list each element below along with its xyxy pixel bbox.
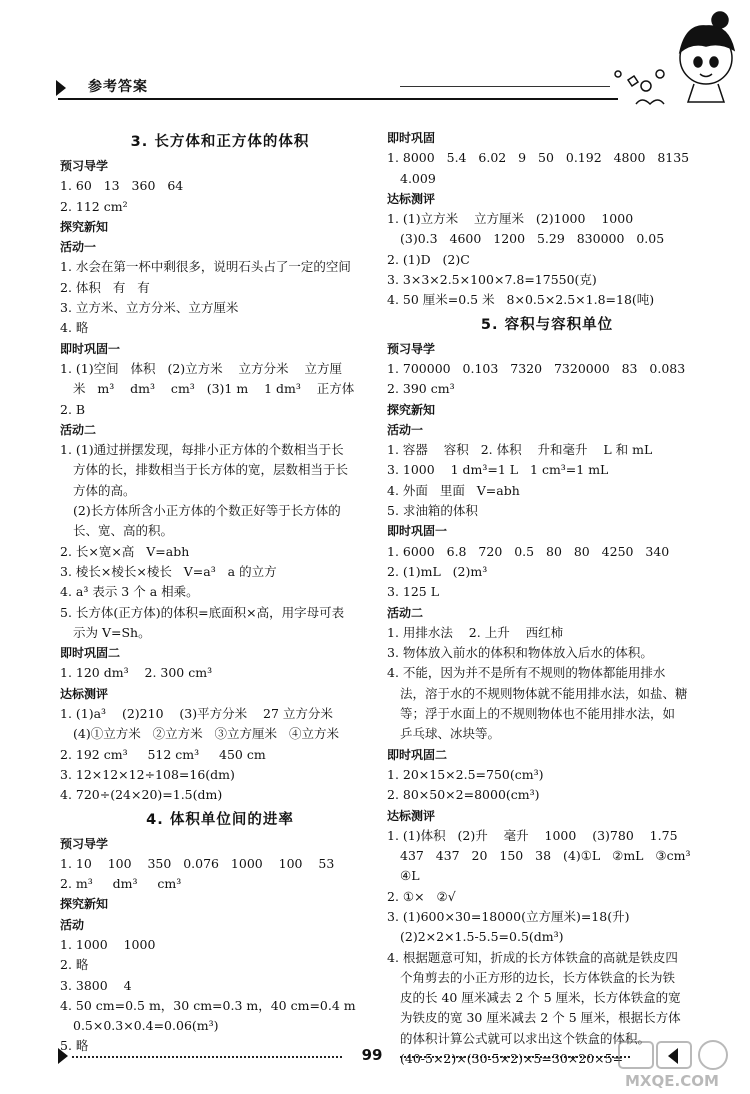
answer-line: 1. (1)a³ (2)210 (3)平方分米 27 立方分米 — [60, 706, 333, 722]
answer-line: 4. 略 — [60, 320, 89, 336]
answer-line: 5. 长方体(正方体)的体积=底面积×高，用字母可表 — [60, 604, 345, 620]
answer-line: 2. B — [60, 401, 86, 417]
answer-line: 5. 求油箱的体积 — [387, 503, 478, 519]
header-arrow-icon — [56, 80, 66, 96]
answer-line: 2. ①× ②√ — [387, 888, 456, 904]
answer-line: 1. 8000 5.4 6.02 9 50 0.192 4800 8135 — [387, 150, 690, 166]
subsection-heading: 即时巩固 — [387, 131, 436, 145]
right-answer-column — [387, 128, 707, 1069]
subsection-heading: 预习导学 — [60, 836, 109, 851]
subsection-heading: 达标测评 — [60, 686, 109, 701]
answer-line: 1. 10 100 350 0.076 1000 100 53 — [60, 855, 335, 871]
answer-line: 3. 物体放入前水的体积和物体放入后水的体积。 — [387, 645, 653, 661]
answer-line: 4. 根据题意可知，折成的长方体铁盒的高就是铁皮四 — [387, 949, 678, 965]
answer-line: 长、宽、高的积。 — [73, 523, 174, 539]
svg-text:MXQE.COM: MXQE.COM — [625, 1072, 719, 1090]
answer-line: 3. 3800 4 — [60, 977, 132, 993]
answer-line: 1. (1)通过拼摆发现，每排小正方体的个数相当于长 — [60, 442, 344, 458]
header-title: 参考答案 — [88, 79, 148, 95]
answer-line: (2)长方体所含小正方体的个数正好等于长方体的 — [73, 503, 341, 519]
section-title: 5. 容积与容积单位 — [480, 316, 614, 333]
answer-line: 3. 3×3×2.5×100×7.8=17550(克) — [387, 272, 597, 288]
answer-line: 4. 720÷(24×20)=1.5(dm) — [60, 787, 223, 803]
answer-line: 0.5×0.3×0.4=0.06(m³) — [73, 1018, 219, 1034]
answer-line: (2)2×2×1.5-5.5=0.5(dm³) — [400, 929, 564, 945]
answer-line: (3)0.3 4600 1200 5.29 830000 0.05 — [400, 231, 665, 247]
subsection-heading: 活动一 — [387, 422, 424, 437]
answer-line: 4. 外面 里面 V=abh — [387, 482, 520, 498]
answer-line: 法，溶于水的不规则物体就不能用排水法，如盐、糖 — [400, 685, 688, 701]
answer-line: 皮的长 40 厘米减去 2 个 5 厘米，长方体铁盒的宽 — [400, 990, 681, 1006]
answer-line: 437 437 20 150 38 (4)①L ②mL ③cm³ — [400, 848, 691, 864]
answer-line: (4)①立方米 ②立方米 ③立方厘米 ④立方米 — [73, 726, 339, 742]
answer-line: 3. 棱长×棱长×棱长 V=a³ a 的立方 — [60, 563, 277, 579]
answer-line: 1. (1)体积 (2)升 毫升 1000 (3)780 1.75 — [387, 827, 678, 843]
answer-line: 4. 50 cm=0.5 m，30 cm=0.3 m，40 cm=0.4 m — [60, 997, 356, 1013]
answer-line: 2. 长×宽×高 V=abh — [60, 543, 190, 559]
answer-line: 为铁皮的宽 30 厘米减去 2 个 5 厘米，根据长方体 — [400, 1010, 681, 1026]
answer-line: 1. 120 dm³ 2. 300 cm³ — [60, 665, 213, 681]
answer-line: 2. 112 cm² — [60, 198, 128, 214]
answer-line: 1. 1000 1000 — [60, 936, 156, 952]
subsection-heading: 即时巩固二 — [387, 747, 448, 762]
answer-line: 1. (1)立方米 立方厘米 (2)1000 1000 — [387, 211, 634, 227]
page-number: 99 — [361, 1046, 383, 1064]
answer-line: 米 m³ dm³ cm³ (3)1 m 1 dm³ 正方体 — [73, 381, 355, 397]
answer-line: (40-5×2)×(30-5×2)×5=30×20×5= — [400, 1051, 624, 1067]
answer-line: 4.009 — [400, 170, 436, 186]
answer-line: 乒乓球、冰块等。 — [400, 726, 501, 742]
subsection-heading: 探究新知 — [60, 219, 109, 234]
answer-line: 1. 6000 6.8 720 0.5 80 80 4250 340 — [387, 543, 670, 559]
subsection-heading: 活动二 — [60, 422, 97, 437]
page-footer — [0, 1028, 750, 1094]
subsection-heading: 预习导学 — [387, 341, 436, 356]
header-thin-rule — [400, 86, 610, 87]
answer-line: 2. 体积 有 有 — [60, 279, 150, 295]
answer-line: 方体的长，排数相当于长方体的宽，层数相当于长 — [73, 462, 349, 478]
subsection-heading: 探究新知 — [387, 402, 436, 417]
answer-line: 2. (1)D (2)C — [387, 251, 470, 267]
answer-line: 2. (1)mL (2)m³ — [387, 563, 488, 579]
answer-line: 2. 390 cm³ — [387, 381, 455, 397]
subsection-heading: 探究新知 — [60, 897, 109, 912]
subsection-heading: 即时巩固二 — [60, 646, 121, 661]
answer-line: 3. 立方米、立方分米、立方厘米 — [60, 300, 239, 316]
footer-left-arrow-icon — [58, 1048, 68, 1064]
subsection-heading: 预习导学 — [60, 159, 109, 173]
answer-line: 2. 192 cm³ 512 cm³ 450 cm — [60, 746, 266, 762]
subsection-heading: 活动一 — [60, 240, 97, 255]
answer-line: 示为 V=Sh。 — [73, 624, 151, 640]
answer-line: 1. 20×15×2.5=750(cm³) — [387, 766, 544, 782]
answer-line: ④L — [400, 868, 420, 884]
subsection-heading: 活动 — [60, 917, 85, 932]
answer-line: 1. (1)空间 体积 (2)立方米 立方分米 立方厘 — [60, 360, 342, 376]
answer-line: 3. 12×12×12÷108=16(dm) — [60, 766, 235, 782]
footer-dotted-rule-left — [72, 1056, 342, 1058]
left-answer-column — [60, 128, 380, 1057]
answer-line: 3. 125 L — [387, 584, 440, 600]
answer-line: 4. a³ 表示 3 个 a 相乘。 — [60, 584, 199, 600]
answer-line: 1. 用排水法 2. 上升 西红柿 — [387, 624, 564, 640]
answer-line: 2. m³ dm³ cm³ — [60, 876, 182, 892]
subsection-heading: 即时巩固一 — [60, 341, 121, 356]
subsection-heading: 达标测评 — [387, 808, 436, 823]
answer-line: 5. 略 — [60, 1038, 89, 1054]
answer-line: 3. 1000 1 dm³=1 L 1 cm³=1 mL — [387, 462, 609, 478]
answer-line: 1. 60 13 360 64 — [60, 178, 184, 194]
answer-line: 1. 700000 0.103 7320 7320000 83 0.083 — [387, 360, 686, 376]
answer-line: 2. 80×50×2=8000(cm³) — [387, 787, 540, 803]
answer-line: 4. 不能，因为并不是所有不规则的物体都能用排水 — [387, 665, 666, 681]
subsection-heading: 即时巩固一 — [387, 524, 448, 539]
subsection-heading: 活动二 — [387, 605, 424, 620]
answer-line: 2. 略 — [60, 957, 89, 973]
page-header — [0, 0, 750, 120]
answer-line: 3. (1)600×30=18000(立方厘米)=18(升) — [387, 908, 630, 924]
header-rule — [58, 98, 618, 100]
answer-line: 1. 容器 容积 2. 体积 升和毫升 L 和 mL — [387, 442, 653, 458]
answer-line: 的体积计算公式就可以求出这个铁盒的体积。 — [400, 1030, 651, 1046]
answer-line: 个角剪去的小正方形的边长，长方体铁盒的长为铁 — [400, 969, 676, 985]
answer-line: 1. 水会在第一杯中剩很多，说明石头占了一定的空间 — [60, 259, 351, 275]
answer-line: 4. 50 厘米=0.5 米 8×0.5×2.5×1.8=18(吨) — [387, 292, 655, 308]
answer-line: 方体的高。 — [73, 482, 136, 498]
cartoon-girl-icon — [608, 6, 748, 114]
section-title: 4. 体积单位间的进率 — [146, 811, 294, 828]
subsection-heading: 达标测评 — [387, 191, 436, 206]
answer-line: 等；浮于水面上的不规则物体也不能用排水法，如 — [400, 706, 676, 722]
watermark-logo — [585, 1038, 745, 1092]
section-title: 3. 长方体和正方体的体积 — [130, 134, 310, 150]
